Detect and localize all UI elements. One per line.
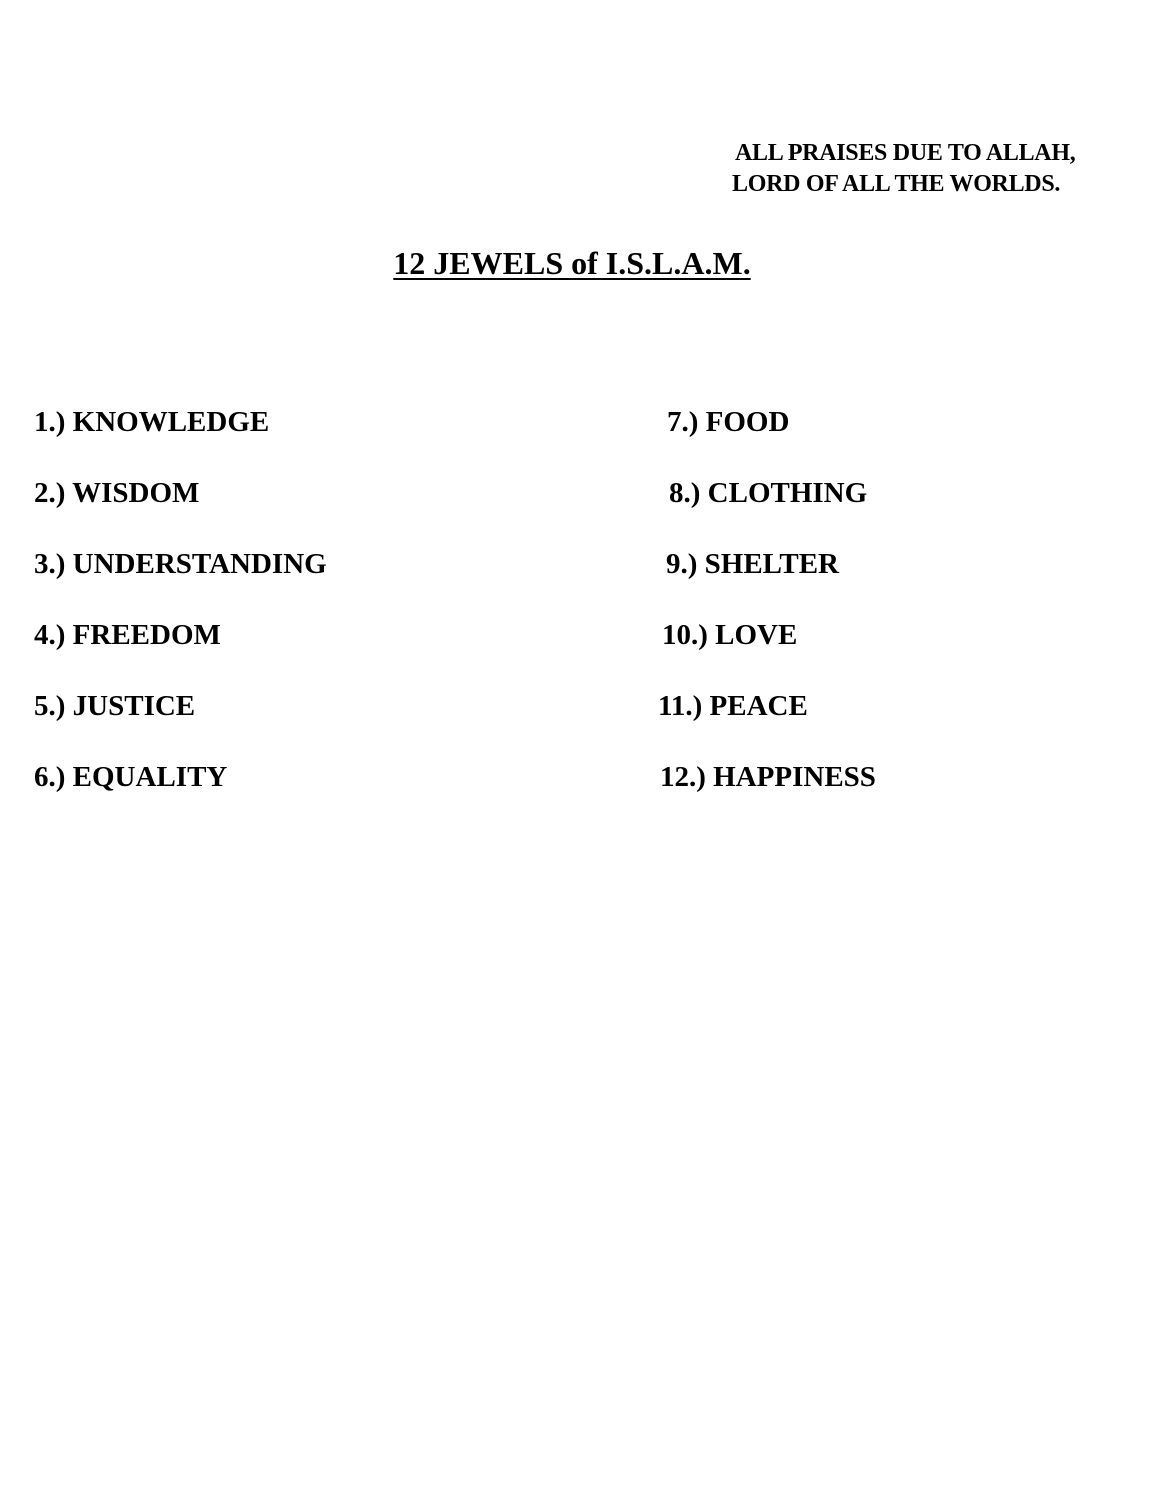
page-title-text: 12 JEWELS of I.S.L.A.M. [393, 245, 751, 281]
jewel-item-12: 12.) HAPPINESS [660, 761, 876, 793]
jewel-item-9: 9.) SHELTER [666, 548, 839, 580]
jewel-item-1: 1.) KNOWLEDGE [34, 406, 270, 438]
jewel-item-7: 7.) FOOD [667, 406, 790, 438]
header-line-1: ALL PRAISES DUE TO ALLAH, [735, 140, 1076, 166]
jewel-item-4: 4.) FREEDOM [34, 619, 221, 651]
header-line-2: LORD OF ALL THE WORLDS. [732, 171, 1061, 197]
jewel-item-5: 5.) JUSTICE [34, 690, 196, 722]
jewel-item-8: 8.) CLOTHING [669, 477, 868, 509]
jewel-item-6: 6.) EQUALITY [34, 761, 228, 793]
header-praise [732, 138, 1075, 200]
jewel-item-2: 2.) WISDOM [34, 477, 200, 509]
jewel-item-3: 3.) UNDERSTANDING [34, 548, 327, 580]
jewel-item-10: 10.) LOVE [662, 619, 798, 651]
jewel-item-11: 11.) PEACE [658, 690, 808, 722]
page-title [0, 243, 1156, 283]
